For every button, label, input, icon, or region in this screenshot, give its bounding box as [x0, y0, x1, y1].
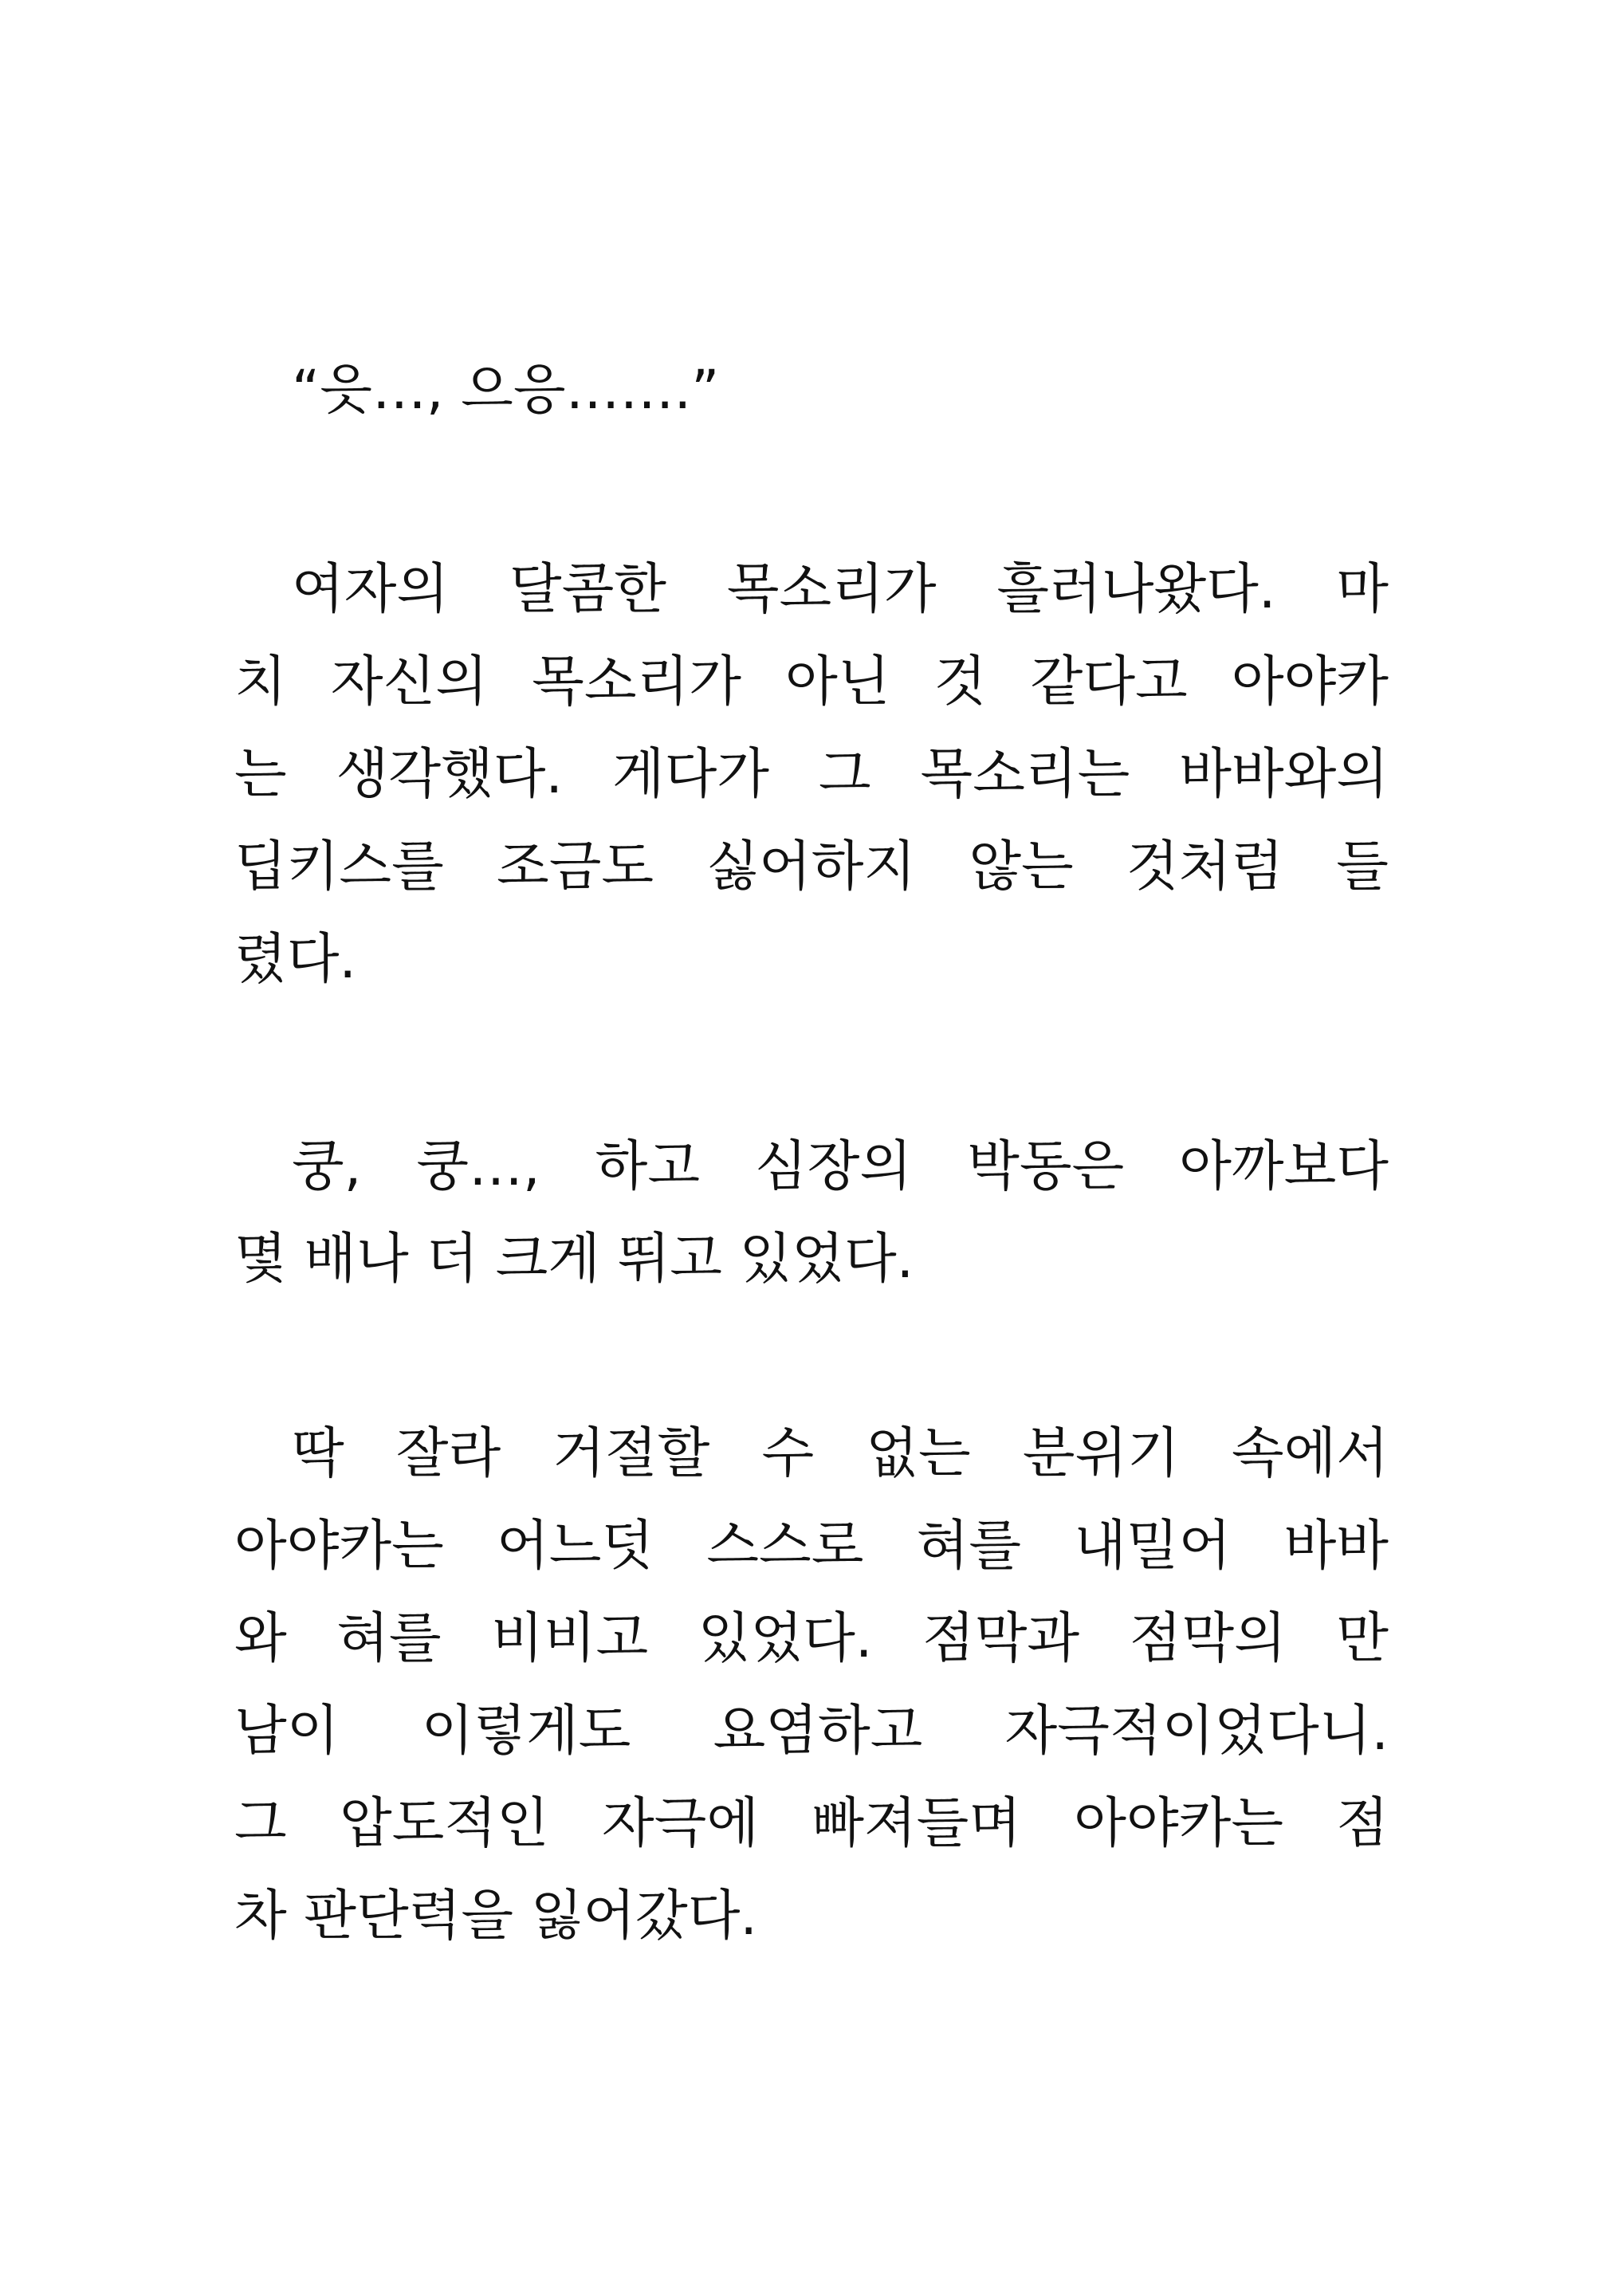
paragraph-narration-2 — [234, 1121, 1389, 1306]
text-line: 렸다. — [234, 928, 356, 991]
text-line: 몇 배나 더 크게 뛰고 있었다. — [234, 1228, 914, 1291]
paragraph-dialogue — [234, 344, 1389, 437]
text-line: 는 생각했다. 게다가 그 목소리는 바바와의 — [234, 743, 1389, 806]
text-line: 와 혀를 비비고 있었다. 점막과 점막의 만 — [234, 1607, 1389, 1670]
text-line: 쿵, 쿵…, 하고 심장의 박동은 아까보다 — [292, 1135, 1389, 1198]
text-line: 여자의 달콤한 목소리가 흘러나왔다. 마 — [292, 558, 1389, 621]
paragraph-narration-1 — [234, 544, 1389, 1006]
text-line: 치 자신의 목소리가 아닌 것 같다고 아야카 — [234, 651, 1389, 714]
text-line: 아야카는 어느덧 스스로 혀를 내밀어 바바 — [234, 1515, 1389, 1578]
paragraph-narration-3 — [234, 1408, 1389, 1963]
text-line: “읏…, 으응…….” — [292, 359, 720, 422]
text-line: 남이 이렇게도 요염하고 자극적이었다니. — [234, 1700, 1389, 1763]
text-line: 딥키스를 조금도 싫어하지 않는 것처럼 들 — [234, 835, 1389, 898]
text-line: 그 압도적인 자극에 빠져들며 아야카는 점 — [234, 1792, 1389, 1855]
text-line: 딱 잘라 거절할 수 없는 분위기 속에서 — [292, 1422, 1389, 1485]
text-line: 차 판단력을 잃어갔다. — [234, 1885, 758, 1948]
